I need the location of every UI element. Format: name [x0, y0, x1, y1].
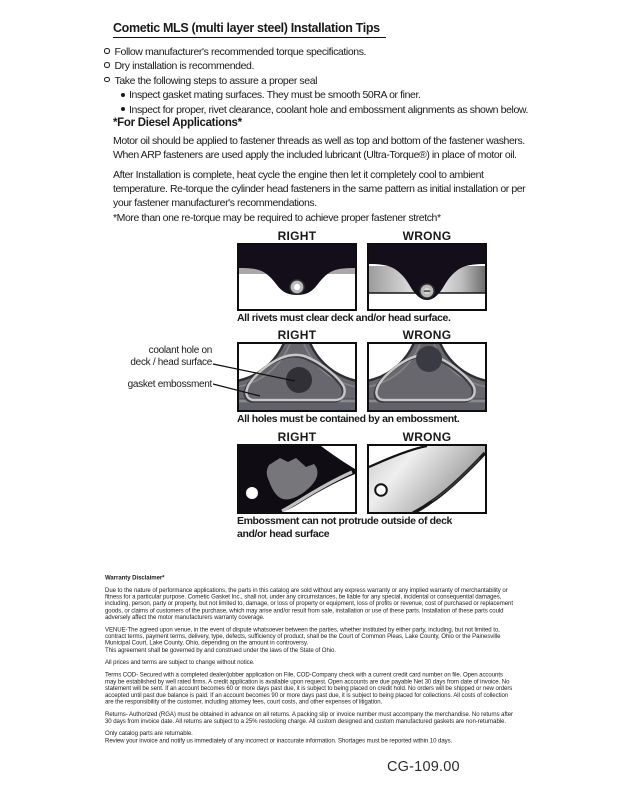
circle-bullet-icon	[104, 62, 110, 68]
diagram-row1-caption: All rivets must clear deck and/or head surface.	[237, 312, 451, 324]
diagram-row3	[237, 444, 487, 514]
wrong-label: WRONG	[402, 430, 452, 444]
right-label: RIGHT	[277, 430, 317, 444]
right-label: RIGHT	[277, 328, 317, 342]
diesel-applications-heading: *For Diesel Applications*	[113, 117, 242, 129]
circle-bullet-icon	[104, 77, 110, 83]
warranty-paragraph: Due to the nature of performance applications, the parts in this catalog are sold without any express warranty or any implied warranty of merchantability or fitness for a particular purpose. Cometic Gasket Inc., shall not, under any circumstances, be liable for any special, incidental or consequential damages, including, person, party or property, but not limited to, damage, or loss of property or equipment, loss of profits or revenue, cost of purchased or replacement goods, or claims of customers of the purchase, which may arise and/or result from sale, installation or use of these parts. Installation of these parts could adversely affect the motor manufacturers warranty coverage.	[105, 586, 513, 621]
warranty-disclaimer-heading: Warranty Disclaimer*	[105, 574, 165, 581]
prices-line: All prices and terms are subject to change without notice.	[105, 658, 255, 666]
list-item	[104, 74, 524, 88]
diagram-row1-labels	[237, 229, 487, 243]
right-label: RIGHT	[277, 229, 317, 243]
terms-paragraph: Terms COD- Secured with a completed dealer/jobber application on File, COD-Company check with a current credit card number on file. Open accounts may be established by well rated firms. A credit application is available upon request. Open accounts are due payable Net 30 days from date of invoice. No statement will be sent. If an account becomes 60 or more days past due, it is subject to being placed on credit hold. No orders will be shipped or new orders accepted until past due balance is paid. If an account becomes 90 or more days past due, it is subject to being placed for collections. All costs of collection are the responsibility of the customer, including attorney fees, court costs, and other expenses of litigation.	[105, 671, 513, 705]
diesel-paragraph-2: After Installation is complete, heat cycle the engine then let it completely cool to ambient temperature. Re-torque the cylinder head fasteners in the same pattern as initial installation or per your fastener manufacturer's recommendations.	[113, 169, 526, 210]
returns-paragraph: Returns- Authorized (RGA) must be obtained in advance on all returns. A packing slip or invoice number must accompany the merchandise. No returns after 30 days from invoice date. All returns are subject to a 25% restocking charge. All custom designed and custom manufactured gaskets are non-returnable.	[105, 710, 513, 725]
page-title: Cometic MLS (multi layer steel) Installation Tips	[113, 21, 386, 38]
annotation-gasket-embossment: gasket embossment	[127, 379, 212, 390]
deck-edge-wrong-diagram	[367, 444, 487, 514]
rivet-clear-illustration	[239, 245, 355, 309]
annotation-pointer-lines	[205, 352, 305, 402]
venue-paragraph: VENUE-The agreed upon venue, in the event of dispute whatsoever between the parties, whether instituted by either party, including, but not limited to, contract terms, payment terms, delivery, type, defects, sufficiency of product, shall be the Court of Common Pleas, Lake County, Ohio or the Painesville Municipal Court, Lake County, Ohio, depending on the amount in controversy.	[105, 625, 501, 647]
venue-law-line: This agreement shall be governed by and construed under the laws of the State of Ohio.	[105, 646, 336, 653]
diagram-row1	[237, 243, 487, 311]
warranty-fine-print	[105, 574, 516, 749]
embossment-inside-deck-illustration	[239, 446, 355, 512]
annotation-line: deck / head surface	[130, 356, 212, 368]
list-item	[104, 103, 529, 117]
page-code: CG-109.00	[387, 759, 460, 775]
caption-line: and/or head surface	[237, 528, 330, 540]
tip-text: Dry installation is recommended.	[114, 60, 255, 73]
retorque-note: *More than one re-torque may be required to achieve proper fastener stretch*	[113, 212, 441, 224]
list-item	[104, 88, 524, 102]
wrong-label: WRONG	[402, 229, 452, 243]
embossment-wrong-diagram	[367, 342, 487, 412]
dot-bullet-icon	[121, 107, 125, 111]
review-invoice-line: Review your invoice and notify us immediately of any incorrect or inaccurate information. Shortages must be reported within 10 days.	[105, 736, 453, 744]
rivet-interference-illustration	[369, 245, 485, 309]
diagram-row2-labels	[237, 328, 487, 342]
rivet-right-diagram	[237, 243, 357, 311]
tip-text: Take the following steps to assure a proper seal	[114, 74, 318, 87]
catalog-returnable-line: Only catalog parts are returnable.	[105, 729, 193, 737]
tip-text: Inspect for proper, rivet clearance, coolant hole and embossment alignments as shown below.	[129, 103, 529, 116]
wrong-label: WRONG	[402, 328, 452, 342]
tip-text: Inspect gasket mating surfaces. They must be smooth 50RA or finer.	[129, 89, 421, 102]
list-item	[104, 59, 524, 73]
list-item	[104, 45, 524, 59]
annotation-coolant-hole	[98, 345, 212, 368]
diagram-row2-caption: All holes must be contained by an embossment.	[237, 413, 460, 425]
dot-bullet-icon	[121, 93, 125, 97]
diagram-row3-caption	[237, 515, 487, 541]
diagram-row3-labels	[237, 430, 487, 444]
tip-text: Follow manufacturer's recommended torque specifications.	[114, 46, 367, 58]
installation-tips-list	[104, 45, 529, 117]
caption-line: Embossment can not protrude outside of deck	[237, 515, 452, 527]
deck-edge-right-diagram	[237, 444, 357, 514]
hole-outside-illustration	[369, 344, 485, 410]
circle-bullet-icon	[104, 48, 110, 54]
embossment-protruding-illustration	[369, 446, 485, 512]
rivet-wrong-diagram	[367, 243, 487, 311]
diesel-paragraph-1: Motor oil should be applied to fastener threads as well as top and bottom of the fastener washers. When ARP fasteners are used apply the included lubricant (Ultra-Torque®) in place of motor oil.	[113, 135, 525, 162]
annotation-line: coolant hole on	[148, 345, 212, 356]
